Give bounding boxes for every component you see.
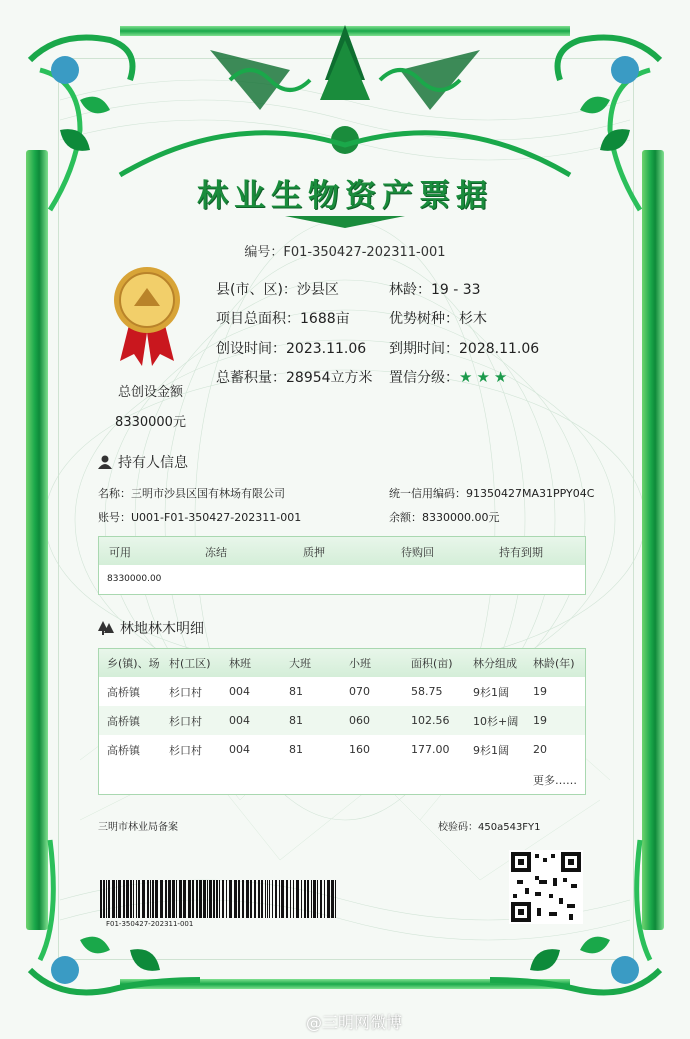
balance-col-hold-to-maturity: 持有到期: [499, 546, 543, 559]
balance-col-repurchase: 待购回: [401, 546, 434, 559]
table-cell: 160: [349, 743, 370, 756]
table-row: [99, 706, 585, 735]
total-label: 总创设金额: [117, 385, 183, 400]
barcode-number: F01-350427-202311-001: [106, 920, 194, 928]
detail-col-header: 林分组成: [473, 657, 517, 670]
table-cell: 10杉+阔: [473, 714, 519, 728]
left-frame-bar: [26, 150, 48, 930]
table-cell: 060: [349, 714, 370, 727]
dominant-species-field: 优势树种：杉木: [389, 311, 487, 327]
credit-rating-label: 置信分级：: [389, 370, 459, 386]
issuer-text: 三明市林业局备案: [98, 822, 178, 833]
table-cell: 004: [229, 685, 250, 698]
table-cell: 9杉1阔: [473, 685, 509, 699]
county-field: 县(市、区)：沙县区: [216, 282, 339, 298]
detail-col-header: 乡(镇)、场: [107, 657, 160, 670]
right-frame-bar: [642, 150, 664, 930]
total-value: 8330000元: [115, 415, 186, 430]
balance-available-value: 8330000.00: [107, 574, 162, 584]
balance-table-row: [99, 565, 585, 593]
table-cell: 杉口村: [169, 743, 202, 757]
balance-col-available: 可用: [109, 546, 131, 559]
credit-rating-field: [389, 367, 511, 387]
forest-detail-table: [98, 648, 586, 795]
table-cell: 070: [349, 685, 370, 698]
more-link[interactable]: 更多……: [533, 774, 577, 787]
table-cell: 81: [289, 743, 303, 756]
project-area-field: 项目总面积：1688亩: [216, 311, 350, 327]
detail-heading-text: 林地林木明细: [120, 621, 204, 637]
table-cell: 004: [229, 743, 250, 756]
table-cell: 高桥镇: [107, 743, 140, 757]
qr-code-icon: [509, 850, 583, 924]
balance-table-header: [99, 537, 585, 565]
balance-col-pledged: 质押: [303, 546, 325, 559]
forest-crest-icon: [110, 20, 580, 190]
detail-col-header: 村(工区): [169, 657, 211, 670]
created-time-field: 创设时间：2023.11.06: [216, 341, 367, 357]
detail-col-header: 大班: [289, 657, 311, 670]
holder-credit-code: 统一信用编码：91350427MA31PPY04C: [389, 487, 595, 500]
table-cell: 58.75: [411, 685, 443, 698]
table-cell: 102.56: [411, 714, 450, 727]
balance-table: [98, 536, 586, 595]
title-divider-icon: [285, 214, 405, 230]
holder-account: 账号：U001-F01-350427-202311-001: [98, 511, 302, 524]
detail-col-header: 林龄(年): [533, 657, 575, 670]
table-cell: 004: [229, 714, 250, 727]
detail-col-header: 林班: [229, 657, 251, 670]
balance-col-frozen: 冻结: [205, 546, 227, 559]
table-cell: 高桥镇: [107, 714, 140, 728]
holder-heading-text: 持有人信息: [118, 455, 188, 471]
table-cell: 19: [533, 714, 547, 727]
holder-name: 名称：三明市沙县区国有林场有限公司: [98, 487, 285, 500]
table-cell: 杉口村: [169, 714, 202, 728]
holder-section-heading: [98, 452, 188, 472]
table-cell: 81: [289, 714, 303, 727]
table-cell: 20: [533, 743, 547, 756]
table-cell: 高桥镇: [107, 685, 140, 699]
person-icon: [98, 455, 112, 469]
table-cell: 9杉1阔: [473, 743, 509, 757]
forest-age-field: 林龄：19 - 33: [389, 282, 481, 298]
holder-balance: 余额：8330000.00元: [389, 511, 500, 524]
table-row: [99, 677, 585, 706]
table-row: [99, 735, 585, 764]
table-cell: 81: [289, 685, 303, 698]
trees-icon: [98, 621, 114, 635]
detail-col-header: 小班: [349, 657, 371, 670]
gold-medal-icon: [112, 266, 182, 370]
table-cell: 177.00: [411, 743, 450, 756]
certificate-title: 林业生物资产票据: [197, 178, 493, 214]
detail-col-header: 面积(亩): [411, 657, 453, 670]
table-cell: 杉口村: [169, 685, 202, 699]
weibo-watermark: @三明网微博: [306, 1013, 403, 1032]
star-rating-icon: ★★★: [459, 368, 512, 386]
checksum-text: 校验码：450a543FY1: [438, 822, 541, 833]
total-volume-field: 总蓄积量：28954立方米: [216, 370, 373, 386]
expiry-time-field: 到期时间：2028.11.06: [389, 341, 540, 357]
detail-section-heading: [98, 618, 204, 638]
serial-number: 编号：F01-350427-202311-001: [244, 245, 446, 260]
table-cell: 19: [533, 685, 547, 698]
detail-table-header: [99, 649, 585, 677]
